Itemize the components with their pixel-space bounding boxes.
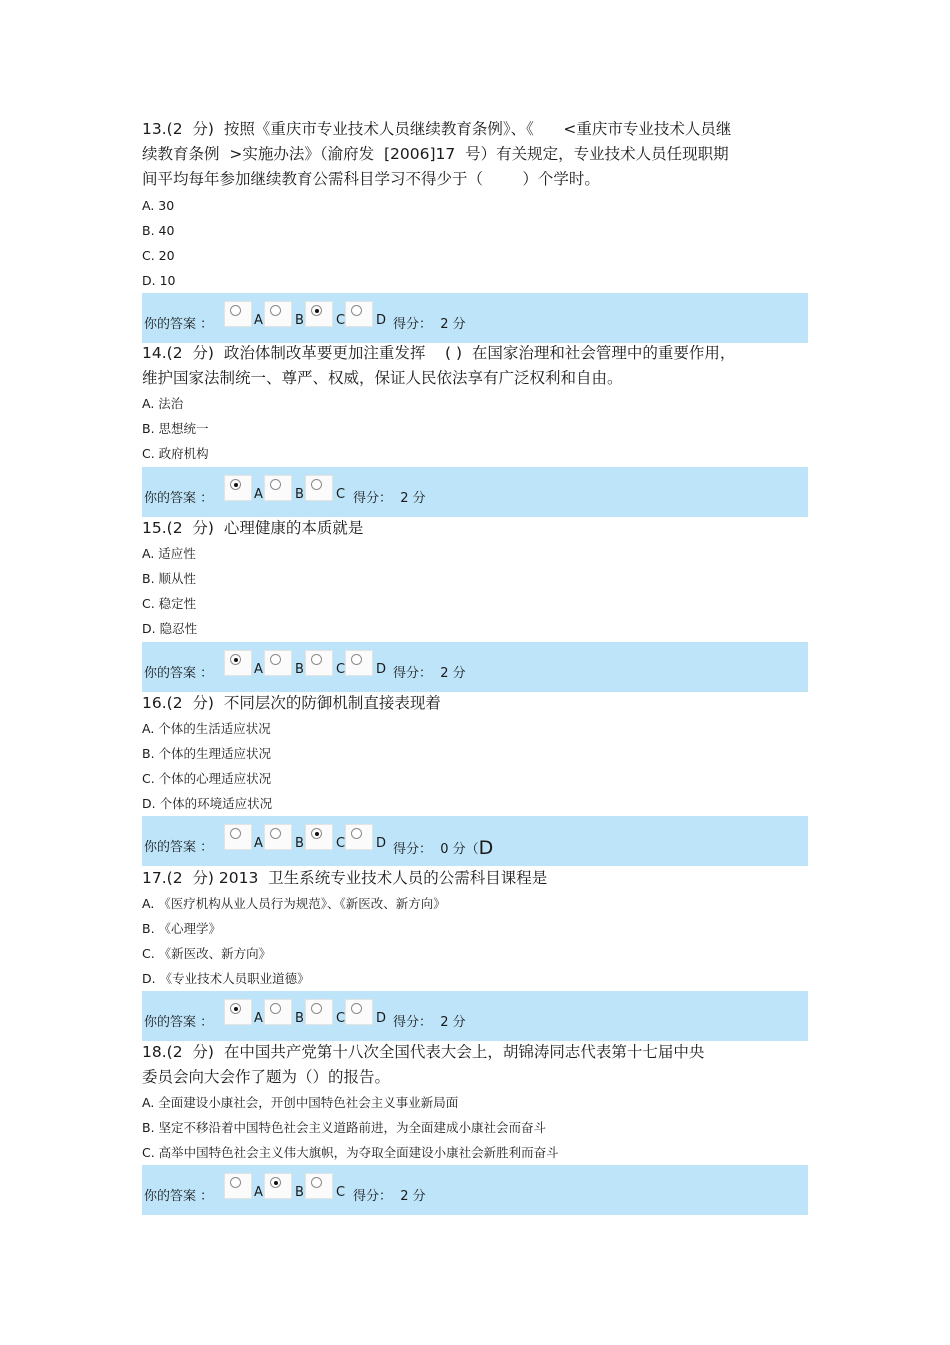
option-letter: A <box>254 313 263 328</box>
option-a: A. 30 <box>142 198 175 213</box>
question-text: 18.(2 分) 在中国共产党第十八次全国代表大会上，胡锦涛同志代表第十七届中央 委员会向大会作了题为（）的报告。 <box>142 1043 705 1086</box>
option-letter: B <box>295 313 304 328</box>
radio-c[interactable] <box>305 301 333 327</box>
option-c: C. 稳定性 <box>142 596 197 611</box>
score: 得分： 2 分 <box>393 317 466 332</box>
option-b: B. 思想统一 <box>142 421 209 436</box>
radio-icon <box>230 305 241 316</box>
option-letter: C <box>336 313 346 328</box>
score: 得分： 2 分 <box>353 1189 426 1204</box>
radio-b[interactable] <box>264 824 292 850</box>
answer-bar <box>142 467 808 517</box>
option-letter: D <box>376 836 387 851</box>
radio-b[interactable] <box>264 475 292 501</box>
option-letter: D <box>376 1011 387 1026</box>
option-letter: A <box>254 662 263 677</box>
option-letter: A <box>254 836 263 851</box>
answer-label: 你的答案 ： <box>144 317 214 332</box>
score <box>393 836 493 858</box>
radio-c[interactable] <box>305 824 333 850</box>
score: 得分： 2 分 <box>393 666 466 681</box>
option-letter: B <box>295 487 304 502</box>
option-letter: B <box>295 1185 304 1200</box>
option-c: C. 《新医改、新方向》 <box>142 946 272 961</box>
radio-b[interactable] <box>264 999 292 1025</box>
score: 得分： 2 分 <box>393 1015 466 1030</box>
question-14 <box>142 341 808 466</box>
answer-bar <box>142 642 808 692</box>
answer-label: 你的答案 ： <box>144 491 214 506</box>
option-a: A. 全面建设小康社会，开创中国特色社会主义事业新局面 <box>142 1095 459 1110</box>
answer-bar <box>142 816 808 866</box>
question-13 <box>142 117 808 293</box>
radio-b[interactable] <box>264 301 292 327</box>
question-text: 14.(2 分) 政治体制改革要更加注重发挥 ( ) 在国家治理和社会管理中的重要作用， 维护国家法制统一、尊严、权威，保证人民依法享有广泛权利和自由。 <box>142 344 736 387</box>
question-16 <box>142 691 808 816</box>
option-b: B. 个体的生理适应状况 <box>142 746 272 761</box>
radio-selected-icon <box>230 1003 241 1014</box>
option-letter: B <box>295 836 304 851</box>
option-letter: A <box>254 1011 263 1026</box>
radio-icon <box>230 1177 241 1188</box>
answer-bar <box>142 991 808 1041</box>
radio-b[interactable] <box>264 650 292 676</box>
option-c: C. 政府机构 <box>142 446 209 461</box>
radio-d[interactable] <box>345 999 373 1025</box>
question-15 <box>142 516 808 641</box>
radio-c[interactable] <box>305 999 333 1025</box>
answer-bar <box>142 1165 808 1215</box>
option-letter: B <box>295 662 304 677</box>
option-letter: C <box>336 836 346 851</box>
score-text: 得分： 0 分（ <box>393 842 479 857</box>
option-d: D. 10 <box>142 273 176 288</box>
radio-a[interactable] <box>224 301 252 327</box>
radio-d[interactable] <box>345 650 373 676</box>
radio-d[interactable] <box>345 301 373 327</box>
option-c: C. 高举中国特色社会主义伟大旗帜，为夺取全面建设小康社会新胜利而奋斗 <box>142 1145 559 1160</box>
radio-icon <box>230 828 241 839</box>
radio-icon <box>351 654 362 665</box>
radio-selected-icon <box>270 1177 281 1188</box>
radio-icon <box>351 1003 362 1014</box>
option-a: A. 《医疗机构从业人员行为规范》、《新医改、新方向》 <box>142 896 446 911</box>
radio-icon <box>311 1003 322 1014</box>
answer-bar <box>142 293 808 343</box>
radio-selected-icon <box>311 305 322 316</box>
option-b: B. 顺从性 <box>142 571 197 586</box>
option-letter: C <box>336 1011 346 1026</box>
option-letter: D <box>376 313 387 328</box>
option-d: D. 隐忍性 <box>142 621 198 636</box>
score: 得分： 2 分 <box>353 491 426 506</box>
radio-icon <box>311 1177 322 1188</box>
option-letter: A <box>254 487 263 502</box>
question-text: 16.(2 分) 不同层次的防御机制直接表现着 <box>142 694 441 712</box>
radio-icon <box>270 305 281 316</box>
radio-a[interactable] <box>224 1173 252 1199</box>
radio-a[interactable] <box>224 824 252 850</box>
radio-icon <box>270 828 281 839</box>
radio-d[interactable] <box>345 824 373 850</box>
option-letter: B <box>295 1011 304 1026</box>
radio-icon <box>311 479 322 490</box>
option-b: B. 坚定不移沿着中国特色社会主义道路前进，为全面建成小康社会而奋斗 <box>142 1120 547 1135</box>
radio-a[interactable] <box>224 475 252 501</box>
answer-label: 你的答案 ： <box>144 666 214 681</box>
radio-icon <box>270 479 281 490</box>
radio-a[interactable] <box>224 650 252 676</box>
option-d: D. 个体的环境适应状况 <box>142 796 273 811</box>
option-d: D. 《专业技术人员职业道德》 <box>142 971 310 986</box>
question-text: 17.(2 分) 2013 卫生系统专业技术人员的公需科目课程是 <box>142 869 548 887</box>
option-letter: D <box>376 662 387 677</box>
answer-label: 你的答案 ： <box>144 1015 214 1030</box>
option-a: A. 适应性 <box>142 546 196 561</box>
question-text: 15.(2 分) 心理健康的本质就是 <box>142 519 364 537</box>
option-letter: A <box>254 1185 263 1200</box>
radio-icon <box>270 1003 281 1014</box>
option-letter: C <box>336 662 346 677</box>
answer-label: 你的答案 ： <box>144 1189 214 1204</box>
correct-answer: D <box>478 837 494 859</box>
option-letter: C <box>336 487 346 502</box>
option-a: A. 个体的生活适应状况 <box>142 721 271 736</box>
option-c: C. 个体的心理适应状况 <box>142 771 272 786</box>
radio-selected-icon <box>311 828 322 839</box>
question-18 <box>142 1040 808 1165</box>
question-text: 13.(2 分) 按照《重庆市专业技术人员继续教育条例》、《 <重庆市专业技术人员继 续教育条例 >实施办法》（渝府发 [2006]17 号）有关规定，专业技术人员任现职期 间平均每年参加继续教育公需科目学习不得少于（ ）个学时。 <box>142 120 732 188</box>
radio-c[interactable] <box>305 1173 333 1199</box>
option-b: B. 《心理学》 <box>142 921 222 936</box>
option-b: B. 40 <box>142 223 175 238</box>
radio-c[interactable] <box>305 650 333 676</box>
radio-c[interactable] <box>305 475 333 501</box>
option-c: C. 20 <box>142 248 175 263</box>
radio-icon <box>311 654 322 665</box>
option-letter: C <box>336 1185 346 1200</box>
question-17 <box>142 866 808 991</box>
answer-label: 你的答案 ： <box>144 840 214 855</box>
radio-selected-icon <box>230 479 241 490</box>
option-a: A. 法治 <box>142 396 184 411</box>
radio-icon <box>351 828 362 839</box>
radio-icon <box>351 305 362 316</box>
radio-selected-icon <box>230 654 241 665</box>
radio-icon <box>270 654 281 665</box>
radio-a[interactable] <box>224 999 252 1025</box>
radio-b[interactable] <box>264 1173 292 1199</box>
